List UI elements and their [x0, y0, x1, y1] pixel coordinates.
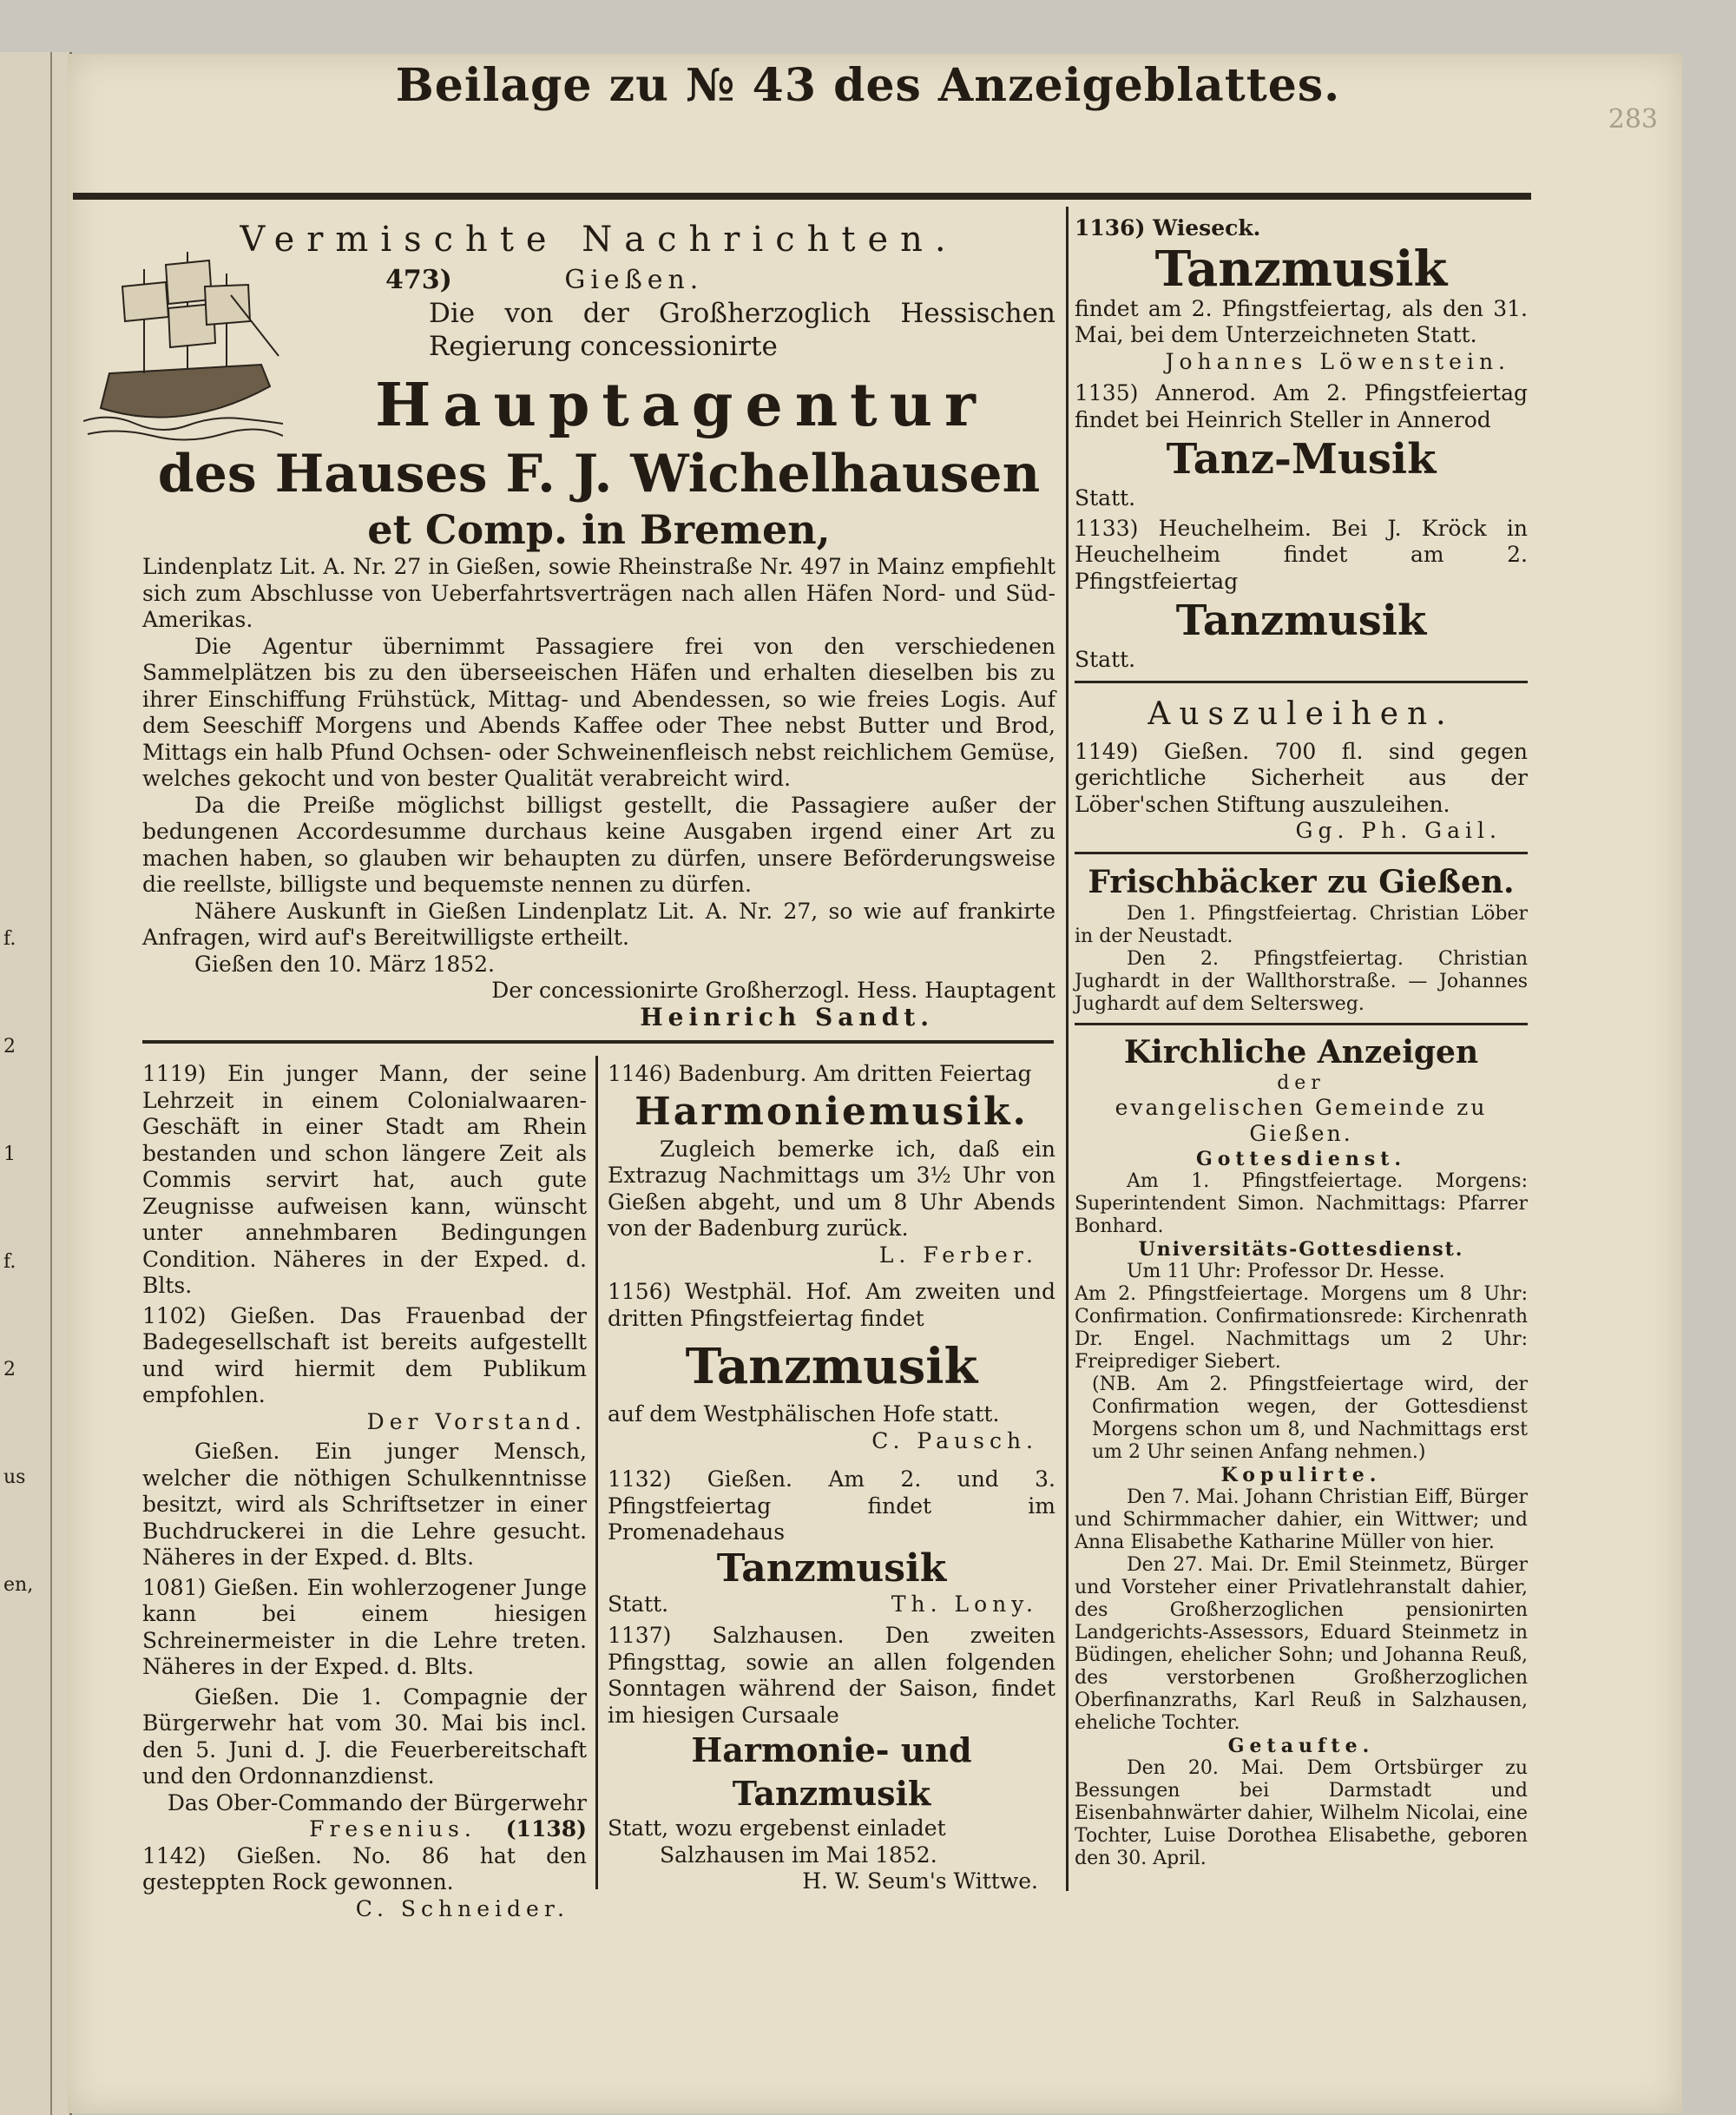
- ad-compagnie-number: (1138): [505, 1816, 587, 1842]
- ad-1149-signature: Gg. Ph. Gail.: [1295, 818, 1502, 843]
- ad-1136: 1136) Wieseck.: [1075, 215, 1261, 240]
- ad-1133-title: Tanzmusik: [1175, 596, 1427, 645]
- ad-1142: 1142) Gießen. No. 86 hat den gesteppten Rock gewonnen.: [142, 1842, 587, 1894]
- section-title-vermischte: Vermischte Nachrichten.: [240, 220, 958, 260]
- ad-1132-signature: Th. Lony.: [891, 1591, 1038, 1617]
- column-divider-right: [1066, 207, 1069, 1005]
- ad-number: 473): [385, 265, 452, 295]
- ad-1135-title: Tanz-Musik: [1166, 435, 1437, 484]
- ad-1156-title: Tanzmusik: [685, 1338, 978, 1395]
- ad-signature-title: Der concessionirte Großherzogl. Hess. Hauptagent: [491, 978, 1055, 1003]
- ad-intro: Die von der Großherzoglich Hessischen Regierung concessionirte: [429, 298, 1055, 362]
- margin-marks: f. 2 1 f. 2 us en,: [3, 928, 34, 1596]
- column-a: [142, 1061, 587, 1922]
- ad-1137: 1137) Salzhausen. Den zweiten Pfingsttag, sowie an allen folgenden Sonntagen während der Saison, findet im hiesigen Cursaale: [608, 1623, 1055, 1728]
- page-number: 283: [1608, 104, 1658, 135]
- ad-paragraph-1: Lindenplatz Lit. A. Nr. 27 in Gießen, sowie Rheinstraße Nr. 497 in Mainz empfiehlt sich zum Abschlusse von Ueberfahrtsverträgen nach allen Häfen Nord- und Süd-Amerikas.: [142, 554, 1055, 632]
- page-gutter-line: [50, 52, 52, 2115]
- ad-compagnie-sig2: Fresenius.: [309, 1816, 477, 1842]
- kopulirte-2: Den 27. Mai. Dr. Emil Steinmetz, Bürger und Vorsteher einer Privatlehranstalt dahier, des Großherzoglichen pensionirten Landgerichts-Assessors, Eduard Steinmetz in Büdingen, ehelicher Sohn; und Johanna Reuß, des verstorbenen Großherzoglichen Oberfinanzraths, Karl Reuß in Salzhausen, eheliche Tochter.: [1075, 1553, 1528, 1734]
- ad-1146-title: Harmoniemusik.: [635, 1089, 1029, 1134]
- ad-1137-place: Salzhausen im Mai 1852.: [660, 1842, 937, 1868]
- ad-title-haus: des Hauses F. J. Wichelhausen: [157, 444, 1041, 504]
- ad-1102-signature: Der Vorstand.: [366, 1408, 587, 1434]
- header-rule: [73, 193, 1531, 200]
- ad-paragraph-3: Da die Preiße möglichst billigst gestellt, die Passagiere außer der bedungenen Accordesumme durchaus keine Ausgaben irgend einer Art zu machen haben, so glauben wir behaupten zu dürfen, unsere Beförderungsweise die reellste, billigste und bequemste nennen zu dürfen.: [142, 792, 1055, 897]
- ad-1135-statt: Statt.: [1075, 485, 1136, 511]
- kirchliche-der: der: [1277, 1071, 1325, 1094]
- ad-1136-signature: Johannes Löwenstein.: [1165, 348, 1510, 374]
- ad-1135: 1135) Annerod. Am 2. Pfingstfeiertag findet bei Heinrich Steller in Annerod: [1075, 380, 1528, 432]
- ad-schriftsetzer: Gießen. Ein junger Mensch, welcher die nöthigen Schulkenntnisse besitzt, wird als Schriftsetzer in einer Buchdruckerei in die Lehre gesucht. Näheres in der Exped. d. Blts.: [142, 1439, 587, 1570]
- ad-date: Gießen den 10. März 1852.: [194, 951, 495, 977]
- ad-1132-statt: Statt.: [608, 1591, 669, 1617]
- ad-1149: 1149) Gießen. 700 fl. sind gegen gerichtliche Sicherheit aus der Löber'schen Stiftung auszuleihen.: [1075, 738, 1528, 817]
- ad-1142-signature: C. Schneider.: [355, 1895, 569, 1921]
- page-header: Beilage zu № 43 des Anzeigeblattes.: [395, 59, 1341, 112]
- ad-1119: 1119) Ein junger Mann, der seine Lehrzeit in einem Colonialwaaren-Geschäft in einer Stadt am Rhein bestanden und schon längere Zeit als Commis servirt hat, auch gute Zeugnisse aufweisen kann, wünscht unter annehmbaren Bedingungen Condition. Näheres in der Exped. d. Blts.: [142, 1061, 587, 1298]
- ad-1081: 1081) Gießen. Ein wohlerzogener Junge kann bei einem hiesigen Schreinermeister in die Lehre treten. Näheres in der Exped. d. Blts.: [142, 1574, 587, 1679]
- kopulirte-1: Den 7. Mai. Johann Christian Eiff, Bürger und Schirmmacher dahier, ein Wittwer; und Anna Elisabethe Katharine Müller von hier.: [1075, 1486, 1528, 1553]
- ad-place: Gießen.: [564, 265, 704, 295]
- kirchliche-subtitle: evangelischen Gemeinde zu Gießen.: [1115, 1094, 1488, 1146]
- right-divider-1: [1075, 681, 1528, 683]
- ad-signature-name: Heinrich Sandt.: [640, 1002, 934, 1031]
- ad-1136-text: findet am 2. Pfingstfeiertag, als den 31. Mai, bei dem Unterzeichneten Statt.: [1075, 295, 1528, 347]
- ad-1137-signature: H. W. Seum's Wittwe.: [802, 1868, 1038, 1894]
- ad-paragraph-2: Die Agentur übernimmt Passagiere frei von den verschiedenen Sammelplätzen bis zu den überseeischen Häfen und erhalten dieselben bis zu ihrer Einschiffung Frühstück, Mittag- und Abendessen, so wie freies Logis. Auf dem Seeschiff Morgens und Abends Kaffee oder Thee nebst Butter und Brod, Mittags ein halb Pfund Ochsen- oder Schweinenfleisch nebst reichlichem Gemüse, welches gekocht und von bester Qualität verabreicht wird.: [142, 633, 1055, 791]
- ad-1146-signature: L. Ferber.: [878, 1242, 1038, 1268]
- ad-1136-title: Tanzmusik: [1154, 240, 1448, 298]
- section-divider: [142, 1040, 1054, 1044]
- ad-paragraph-4: Nähere Auskunft in Gießen Lindenplatz Lit. A. Nr. 27, so wie auf frankirte Anfragen, wird auf's Bereitwilligste ertheilt.: [142, 898, 1055, 950]
- ad-1102: 1102) Gießen. Das Frauenbad der Badegesellschaft ist bereits aufgestellt und wird hiermit dem Publikum empfohlen.: [142, 1302, 587, 1407]
- gottesdienst-3: Am 2. Pfingstfeiertage. Morgens um 8 Uhr: Confirmation. Confirmationsrede: Kirchenrath Dr. Engel. Nachmittags um 2 Uhr: Freiprediger Siebert.: [1075, 1282, 1528, 1373]
- ad-title-hauptagentur: Hauptagentur: [375, 371, 988, 440]
- ad-compagnie: Gießen. Die 1. Compagnie der Bürgerwehr hat vom 30. Mai bis incl. den 5. Juni d. J. die Feuerbereitschaft und den Ordonnanzdienst.: [142, 1683, 587, 1789]
- ad-1133: 1133) Heuchelheim. Bei J. Kröck in Heuchelheim findet am 2. Pfingstfeiertag: [1075, 515, 1528, 594]
- ad-1146: 1146) Badenburg. Am dritten Feiertag: [608, 1061, 1032, 1086]
- column-right: [1075, 215, 1528, 1870]
- column-divider-right-lower: [1066, 1005, 1069, 1891]
- column-divider-lower: [595, 1056, 598, 1889]
- frischbaecker-1: Den 1. Pfingstfeiertag. Christian Löber in der Neustadt.: [1075, 902, 1528, 947]
- ad-1132-title: Tanzmusik: [716, 1545, 947, 1591]
- ad-1156: 1156) Westphäl. Hof. Am zweiten und dritten Pfingstfeiertag findet: [608, 1279, 1055, 1331]
- gottesdienst-2: Um 11 Uhr: Professor Dr. Hesse.: [1127, 1260, 1445, 1282]
- frischbaecker-2: Den 2. Pfingstfeiertag. Christian Jughardt in der Wallthorstraße. — Johannes Jughardt auf dem Seltersweg.: [1075, 947, 1528, 1015]
- ad-1156-text: auf dem Westphälischen Hofe statt.: [608, 1401, 1000, 1426]
- right-divider-3: [1075, 1023, 1528, 1025]
- adjacent-page-edge: [0, 52, 72, 2115]
- kopulirte-heading: Kopulirte.: [1220, 1463, 1382, 1486]
- ad-1156-signature: C. Pausch.: [871, 1427, 1038, 1453]
- frischbaecker-title: Frischbäcker zu Gießen.: [1088, 863, 1515, 900]
- gottesdienst-4: (NB. Am 2. Pfingstfeiertage wird, der Confirmation wegen, der Gottesdienst Morgens schon um 8, und Nachmittags erst um 2 Uhr seinen Anfang nehmen.): [1092, 1373, 1528, 1463]
- ad-1132: 1132) Gießen. Am 2. und 3. Pfingstfeiertag findet im Promenadehaus: [608, 1466, 1055, 1545]
- auszuleihen-title: Auszuleihen.: [1147, 695, 1455, 732]
- wichelhausen-ad: [142, 215, 1055, 1031]
- ad-compagnie-sig1: Das Ober-Commando der Bürgerwehr: [167, 1789, 587, 1815]
- right-divider-2: [1075, 852, 1528, 854]
- ad-1137-text: Statt, wozu ergebenst einladet: [608, 1815, 946, 1841]
- getaufte-1: Den 20. Mai. Dem Ortsbürger zu Bessungen bei Darmstadt und Eisenbahnwärter dahier, Wilhelm Nicolai, eine Tochter, Luise Dorothea Elisabethe, geboren den 30. April.: [1075, 1756, 1528, 1869]
- ad-1133-statt: Statt.: [1075, 647, 1136, 672]
- universitaet-heading: Universitäts-Gottesdienst.: [1138, 1237, 1464, 1261]
- gottesdienst-1: Am 1. Pfingstfeiertage. Morgens: Superintendent Simon. Nachmittags: Pfarrer Bonhard.: [1075, 1170, 1528, 1237]
- kirchliche-title: Kirchliche Anzeigen: [1123, 1033, 1479, 1071]
- ad-1137-title: Harmonie- und Tanzmusik: [691, 1730, 972, 1813]
- ad-title-bremen: et Comp. in Bremen,: [367, 506, 831, 553]
- gottesdienst-heading: Gottesdienst.: [1195, 1147, 1407, 1170]
- ad-1146-text: Zugleich bemerke ich, daß ein Extrazug Nachmittags um 3½ Uhr von Gießen abgeht, und um 8 Uhr Abends von der Badenburg zurück.: [608, 1136, 1055, 1241]
- getaufte-heading: Getaufte.: [1227, 1734, 1375, 1757]
- column-b: [608, 1061, 1055, 1895]
